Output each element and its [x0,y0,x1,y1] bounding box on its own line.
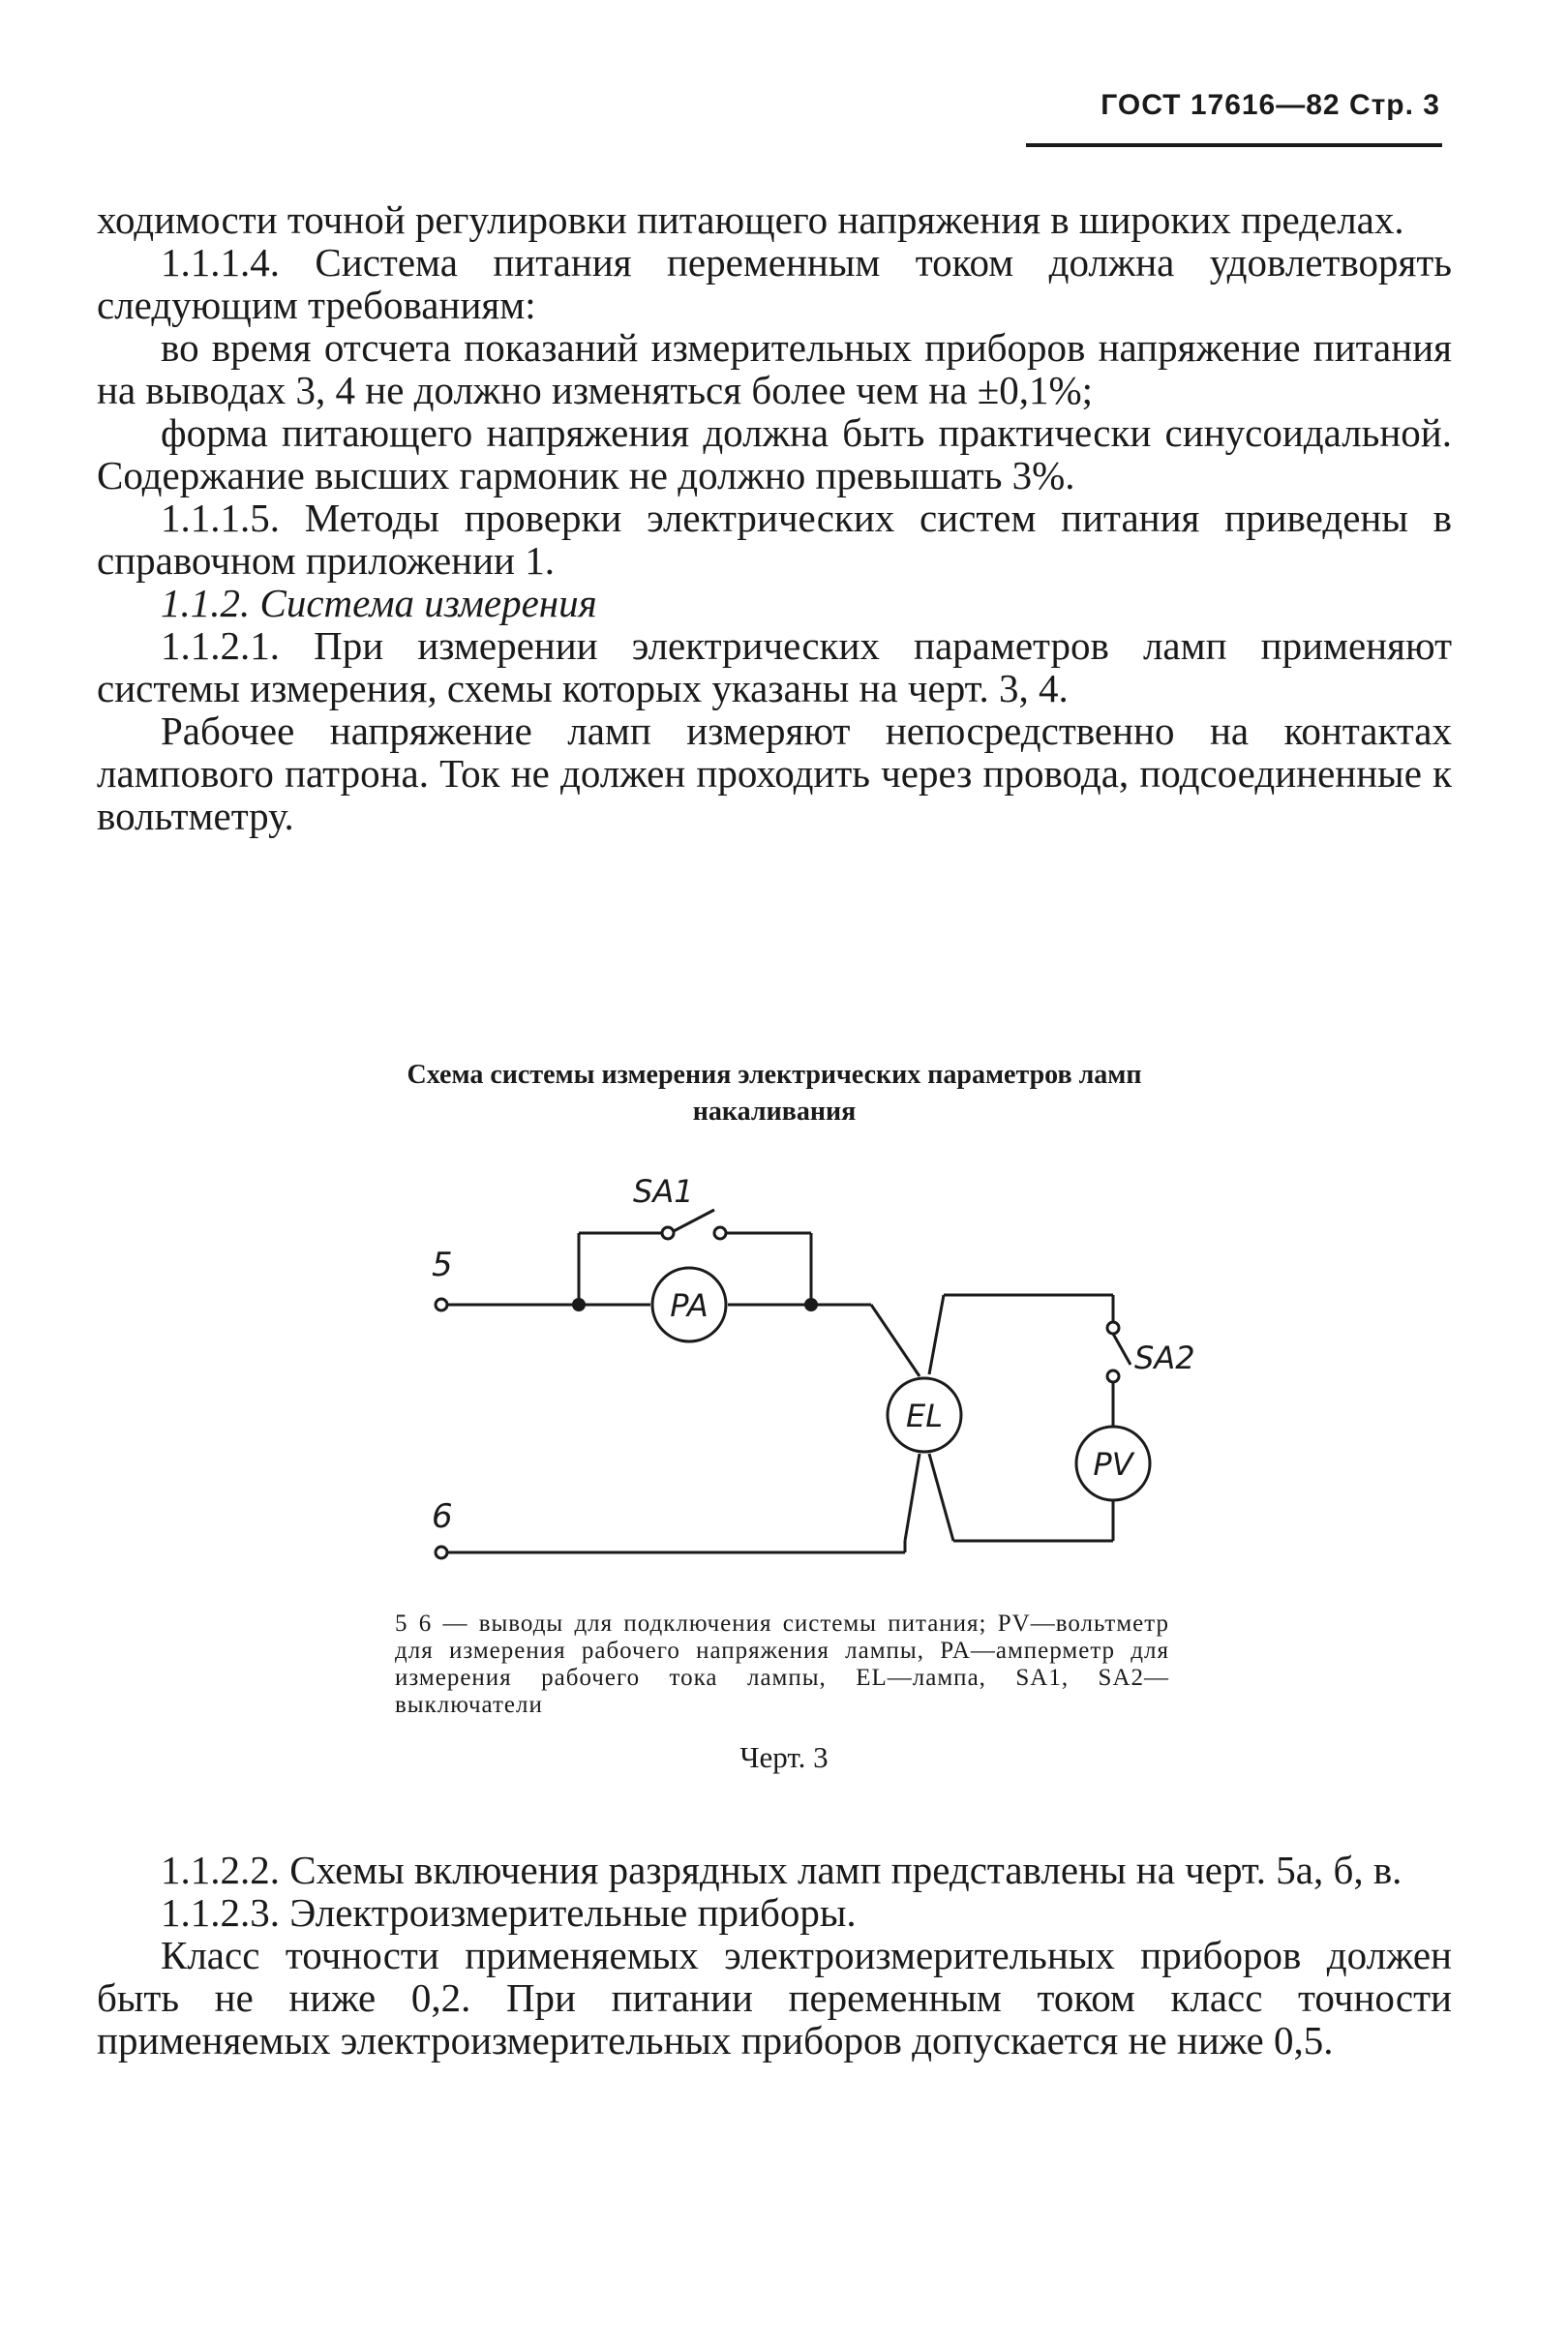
paragraph: 1.1.1.5. Методы проверки электрических систем питания приведены в справочном приложении 1. [97,496,1452,583]
pa-label: PA [670,1287,709,1324]
sa1-label: SA1 [633,1173,694,1210]
terminal-6-label: 6 [432,1497,453,1536]
paragraph: 1.1.2.3. Электроизмерительные приборы. [161,1890,857,1935]
paragraph: 1.1.2.2. Схемы включения разрядных ламп представлены на черт. 5а, б, в. [161,1848,1402,1892]
switch-contact [714,1227,726,1239]
pv-label: PV [1093,1446,1133,1483]
paragraph: форма питающего напряжения должна быть практически синусоидальной. Содержание высших гармоник не должно превышать 3%. [97,410,1452,497]
body-text-bottom [97,1849,1452,2062]
paragraph: 1.1.1.4. Система питания переменным током должна удовлетворять следующим требованиям: [97,240,1452,327]
paragraph: ходимости точной регулировки питающего напряжения в широких пределах. [97,197,1404,242]
terminal-5 [436,1299,447,1310]
page-header: ГОСТ 17616—82 Стр. 3 [1101,89,1440,121]
el-label: EL [905,1398,944,1434]
switch-contact [1107,1370,1119,1382]
terminal-5-label: 5 [432,1246,453,1284]
paragraph: во время отсчета показаний измерительных приборов напряжение питания на выводах 3, 4 не должно изменяться более чем на ±0,1%; [97,325,1452,412]
wire [929,1454,953,1541]
paragraph: Рабочее напряжение ламп измеряют непосредственно на контактах лампового патрона. Ток не должен проходить через провода, подсоединенные к вольтметру. [97,708,1452,838]
figure-caption: 5 6 — выводы для подключения системы питания; PV—вольтметр для измерения рабочего напряжения лампы, PA—амперметр для измерения рабочего тока лампы, EL—лампа, SA1, SA2— выключатели [395,1611,1169,1718]
junction [572,1298,586,1311]
figure-title: Схема системы измерения электрических параметров ламп накаливания [407,1060,1142,1127]
section-heading: 1.1.2. Система измерения [161,581,597,625]
junction [804,1298,818,1311]
switch-contact [1107,1322,1119,1334]
terminal-6 [436,1547,447,1558]
switch-sa1 [674,1210,714,1231]
wire [905,1454,920,1541]
paragraph: Класс точности применяемых электроизмерительных приборов должен быть не ниже 0,2. При питании переменным током класс точности применяемых электроизмерительных приборов допускается не ниже 0,5. [97,1933,1452,2063]
wire [871,1305,920,1376]
wire [929,1295,944,1374]
switch-contact [662,1227,674,1239]
sa2-label: SA2 [1134,1340,1195,1376]
paragraph: 1.1.2.1. При измерении электрических параметров ламп применяют системы измерения, схемы которых указаны на черт. 3, 4. [97,623,1452,710]
figure-number: Черт. 3 [739,1740,829,1774]
switch-sa2 [1113,1334,1131,1365]
